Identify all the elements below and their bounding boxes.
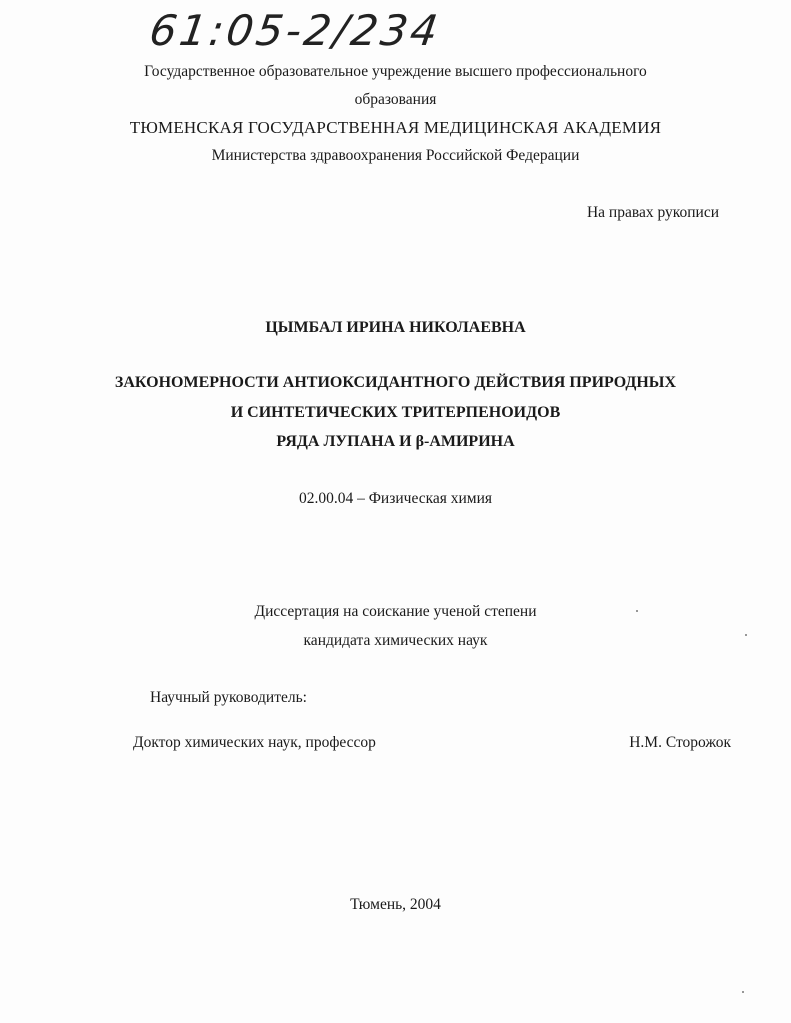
rights-note: На правах рукописи [586, 204, 719, 221]
organization-line-2: образования [354, 91, 437, 108]
supervisor-degree: Доктор химических наук, профессор [133, 734, 376, 751]
handwritten-catalog-number: 61:05-2/234 [146, 6, 444, 55]
supervisor-name: Н.М. Сторожок [629, 734, 731, 751]
scan-speck [742, 991, 744, 993]
scan-speck [636, 610, 638, 612]
specialty-code: 02.00.04 – Физическая химия [298, 490, 493, 507]
title-line-2: И СИНТЕТИЧЕСКИХ ТРИТЕРПЕНОИДОВ [230, 404, 561, 421]
ministry-name: Министерства здравоохранения Российской Федерации [211, 147, 580, 164]
scan-speck [745, 634, 747, 636]
title-line-1: ЗАКОНОМЕРНОСТИ АНТИОКСИДАНТНОГО ДЕЙСТВИЯ ПРИРОДНЫХ [114, 374, 677, 391]
title-line-3: РЯДА ЛУПАНА И β-АМИРИНА [276, 433, 515, 450]
dissertation-line-1: Диссертация на соискание ученой степени [254, 603, 537, 620]
place-and-year: Тюмень, 2004 [350, 896, 441, 913]
organization-line-1: Государственное образовательное учреждение высшего профессионального [144, 63, 647, 80]
author-name: ЦЫМБАЛ ИРИНА НИКОЛАЕВНА [265, 319, 526, 336]
supervisor-label: Научный руководитель: [150, 689, 307, 706]
dissertation-line-2: кандидата химических наук [303, 632, 488, 649]
academy-name: ТЮМЕНСКАЯ ГОСУДАРСТВЕННАЯ МЕДИЦИНСКАЯ АКАДЕМИЯ [129, 118, 662, 137]
